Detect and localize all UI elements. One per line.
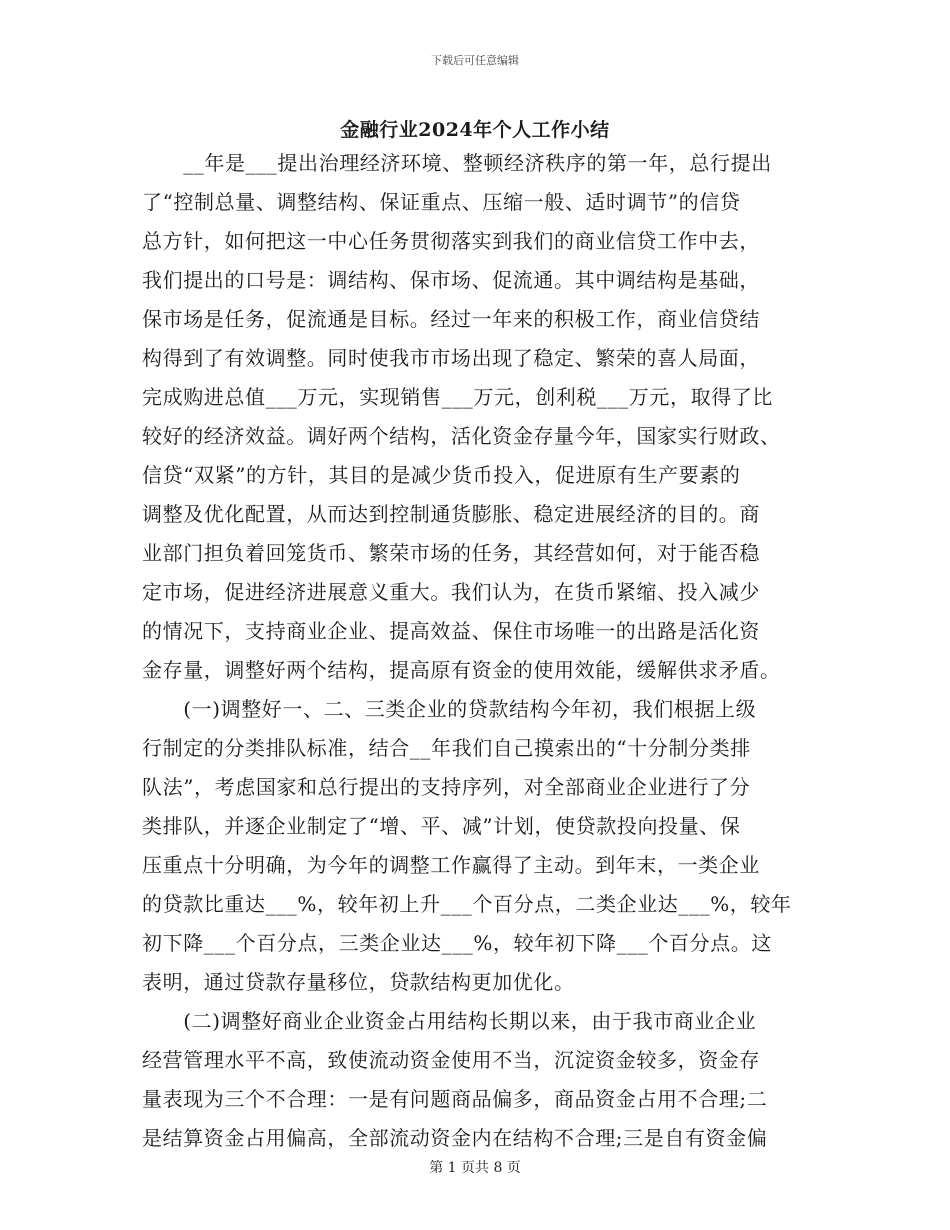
text-line: 了“控制总量、调整结构、保证重点、压缩一般、适时调节”的信贷: [142, 190, 741, 214]
text-line: 经营管理水平不高，致使流动资金使用不当，沉淀资金较多，资金存: [142, 1048, 760, 1072]
text-line: (二)调整好商业企业资金占用结构长期以来，由于我市商业企业: [142, 1009, 757, 1033]
text-line: 金存量，调整好两个结构，提高原有资金的使用效能，缓解供求矛盾。: [142, 658, 781, 682]
text-line: 的贷款比重达___%，较年初上升___个百分点，二类企业达___%，较年: [142, 892, 792, 916]
text-line: 保市场是任务，促流通是目标。经过一年来的积极工作，商业信贷结: [142, 307, 760, 331]
text-line: 队法”，考虑国家和总行提出的支持序列，对全部商业企业进行了分: [142, 775, 751, 799]
text-line: __年是___提出治理经济环境、整顿经济秩序的第一年，总行提出: [142, 151, 772, 175]
text-line: 量表现为三个不合理：一是有问题商品偏多，商品资金占用不合理;二: [142, 1087, 768, 1111]
text-line: 较好的经济效益。调好两个结构，活化资金存量今年，国家实行财政、: [142, 424, 781, 448]
text-line: 完成购进总值___万元，实现销售___万元，创利税___万元，取得了比: [142, 385, 773, 409]
text-line: 压重点十分明确，为今年的调整工作赢得了主动。到年末，一类企业: [142, 853, 760, 877]
text-line: 类排队，并逐企业制定了“增、平、减”计划，使贷款投向投量、保: [142, 814, 741, 838]
text-line: 初下降___个百分点，三类企业达___%，较年初下降___个百分点。这: [142, 931, 773, 955]
text-line: 行制定的分类排队标准，结合__年我们自己摸索出的“十分制分类排: [142, 736, 751, 760]
document-title: 金融行业2024年个人工作小结: [340, 119, 610, 141]
text-line: 的情况下，支持商业企业、提高效益、保住市场唯一的出路是活化资: [142, 619, 760, 643]
text-line: (一)调整好一、二、三类企业的贷款结构今年初，我们根据上级: [142, 697, 757, 721]
text-line: 是结算资金占用偏高，全部流动资金内在结构不合理;三是自有资金偏: [142, 1126, 768, 1150]
text-line: 信贷“双紧”的方针，其目的是减少货币投入，促进原有生产要素的: [142, 463, 741, 487]
text-line: 构得到了有效调整。同时使我市市场出现了稳定、繁荣的喜人局面，: [142, 346, 760, 370]
text-line: 业部门担负着回笼货币、繁荣市场的任务，其经营如何，对于能否稳: [142, 541, 760, 565]
text-line: 定市场，促进经济进展意义重大。我们认为，在货币紧缩、投入减少: [142, 580, 760, 604]
page-footer: 第 1 页共 8 页: [429, 1160, 521, 1176]
text-line: 调整及优化配置，从而达到控制通货膨胀、稳定进展经济的目的。商: [142, 502, 760, 526]
text-line: 表明，通过贷款存量移位，贷款结构更加优化。: [142, 970, 575, 994]
page-header: 下载后可任意编辑: [431, 54, 519, 67]
text-line: 我们提出的口号是：调结构、保市场、促流通。其中调结构是基础，: [142, 268, 760, 292]
document-body: [142, 144, 814, 1158]
text-line: 总方针，如何把这一中心任务贯彻落实到我们的商业信贷工作中去，: [142, 229, 760, 253]
